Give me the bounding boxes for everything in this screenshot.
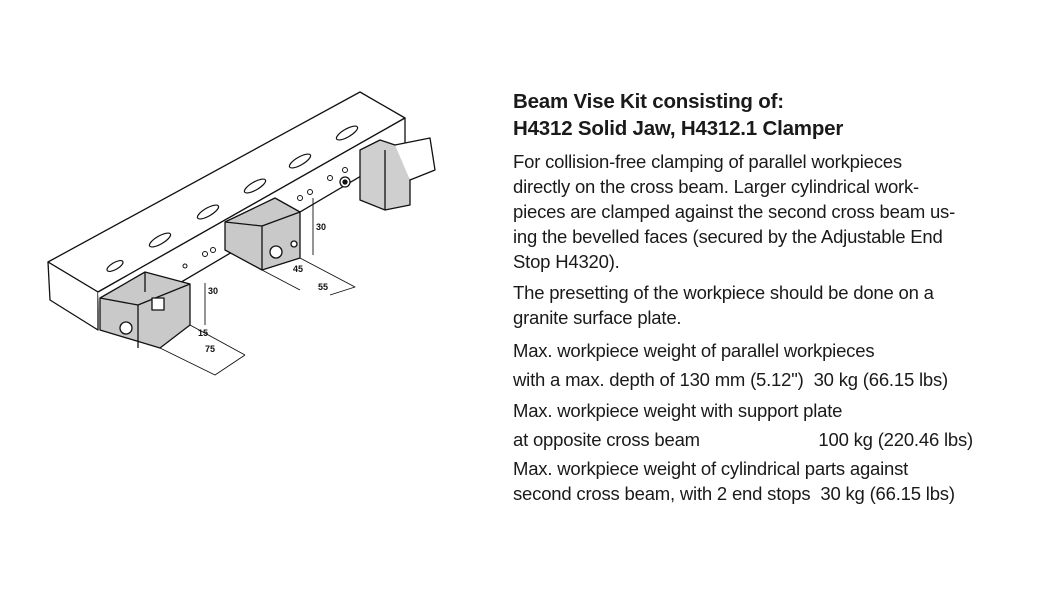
dim-label: 30 bbox=[208, 286, 219, 296]
heading-line-2: H4312 Solid Jaw, H4312.1 Clamper bbox=[513, 117, 844, 140]
dim-label: 30 bbox=[316, 222, 327, 232]
text-line: Stop H4320). bbox=[513, 251, 620, 272]
text-line: The presetting of the workpiece should be done on a bbox=[513, 282, 934, 303]
spec-cylindrical-weight bbox=[513, 456, 1013, 506]
product-heading bbox=[513, 88, 1013, 142]
spec-value: 30 kg (66.15 lbs) bbox=[820, 483, 955, 504]
spec-line: Max. workpiece weight of parallel workpieces bbox=[513, 340, 875, 361]
heading-line-1: Beam Vise Kit consisting of: bbox=[513, 90, 784, 113]
spec-line: Max. workpiece weight with support plate bbox=[513, 400, 843, 421]
text-line: For collision-free clamping of parallel workpieces bbox=[513, 151, 902, 172]
description-paragraph-2 bbox=[513, 280, 1013, 330]
spec-value-row bbox=[513, 481, 973, 506]
beam-vise-drawing bbox=[40, 80, 450, 390]
dim-label: 45 bbox=[293, 264, 304, 274]
dim-label: 15 bbox=[198, 328, 209, 338]
text-line: pieces are clamped against the second cross beam us- bbox=[513, 201, 956, 222]
spec-line: Max. workpiece weight of cylindrical parts against bbox=[513, 458, 909, 479]
text-line: ing the bevelled faces (secured by the Adjustable End bbox=[513, 226, 943, 247]
spec-support-plate-weight bbox=[513, 396, 1013, 454]
dim-label: 75 bbox=[205, 344, 216, 354]
spec-label: second cross beam, with 2 end stops bbox=[513, 483, 811, 504]
spec-label: at opposite cross beam bbox=[513, 429, 700, 450]
product-description bbox=[513, 88, 1013, 506]
description-paragraph-1 bbox=[513, 149, 1013, 274]
dim-label: 55 bbox=[318, 282, 329, 292]
text-line: directly on the cross beam. Larger cylindrical work- bbox=[513, 176, 920, 197]
spec-parallel-weight bbox=[513, 336, 1013, 394]
spec-value: 30 kg (66.15 lbs) bbox=[813, 369, 948, 390]
spec-value-row bbox=[513, 365, 973, 394]
spec-value: 100 kg (220.46 lbs) bbox=[818, 429, 973, 450]
spec-label: with a max. depth of 130 mm (5.12") bbox=[513, 369, 804, 390]
spec-value-row bbox=[513, 425, 973, 454]
text-line: granite surface plate. bbox=[513, 307, 682, 328]
